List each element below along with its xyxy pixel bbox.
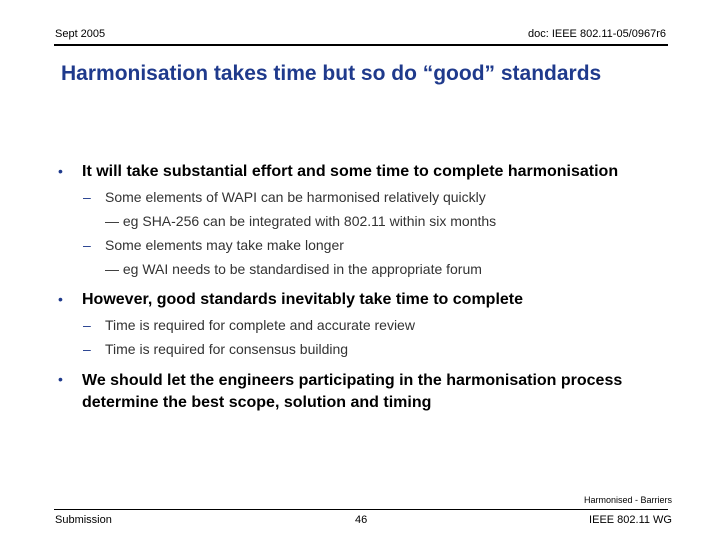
dash-icon: – <box>83 341 91 357</box>
dash-icon: – <box>83 237 91 253</box>
sub-bullet-1-2-detail: — eg WAI needs to be standardised in the appropriate forum <box>105 261 482 277</box>
sub-bullet-1-1 <box>83 189 486 205</box>
sub-bullet-2-1 <box>83 317 415 333</box>
dash-icon: – <box>83 189 91 205</box>
bullet-2 <box>58 290 682 310</box>
bullet-2-text: However, good standards inevitably take time to complete <box>82 291 524 308</box>
sub-bullet-2-2-text: Time is required for consensus building <box>105 341 349 357</box>
header-divider <box>54 44 668 46</box>
bullet-dot-icon: • <box>58 291 63 307</box>
sub-bullet-2-1-text: Time is required for complete and accurate review <box>105 317 415 333</box>
page-number: 46 <box>355 514 368 526</box>
bullet-1 <box>58 162 682 182</box>
sub-bullet-1-2-text: Some elements may take make longer <box>105 237 344 253</box>
bullet-1-text: It will take substantial effort and some time to complete harmonisation <box>82 163 619 180</box>
sub-bullet-1-1-text: Some elements of WAPI can be harmonised relatively quickly <box>105 189 486 205</box>
header-doc-id: doc: IEEE 802.11-05/0967r6 <box>527 28 666 40</box>
footer-group: IEEE 802.11 WG <box>589 514 672 526</box>
bullet-3 <box>58 370 682 414</box>
sub-bullet-1-2 <box>83 237 344 253</box>
bullet-3-text: We should let the engineers participating in the harmonisation process determine the best scope, solution and timing <box>82 372 623 411</box>
bullet-dot-icon: • <box>58 371 63 387</box>
header-date: Sept 2005 <box>55 28 106 40</box>
footer-section-note: Harmonised - Barriers <box>583 495 672 505</box>
bullet-dot-icon: • <box>58 163 63 179</box>
footer-submission: Submission <box>55 514 112 526</box>
dash-icon: – <box>83 317 91 333</box>
sub-bullet-1-1-detail: — eg SHA-256 can be integrated with 802.11 within six months <box>105 213 497 229</box>
sub-bullet-2-2 <box>83 341 348 357</box>
footer-divider <box>54 509 668 510</box>
slide-title: Harmonisation takes time but so do “good” standards <box>61 62 602 85</box>
